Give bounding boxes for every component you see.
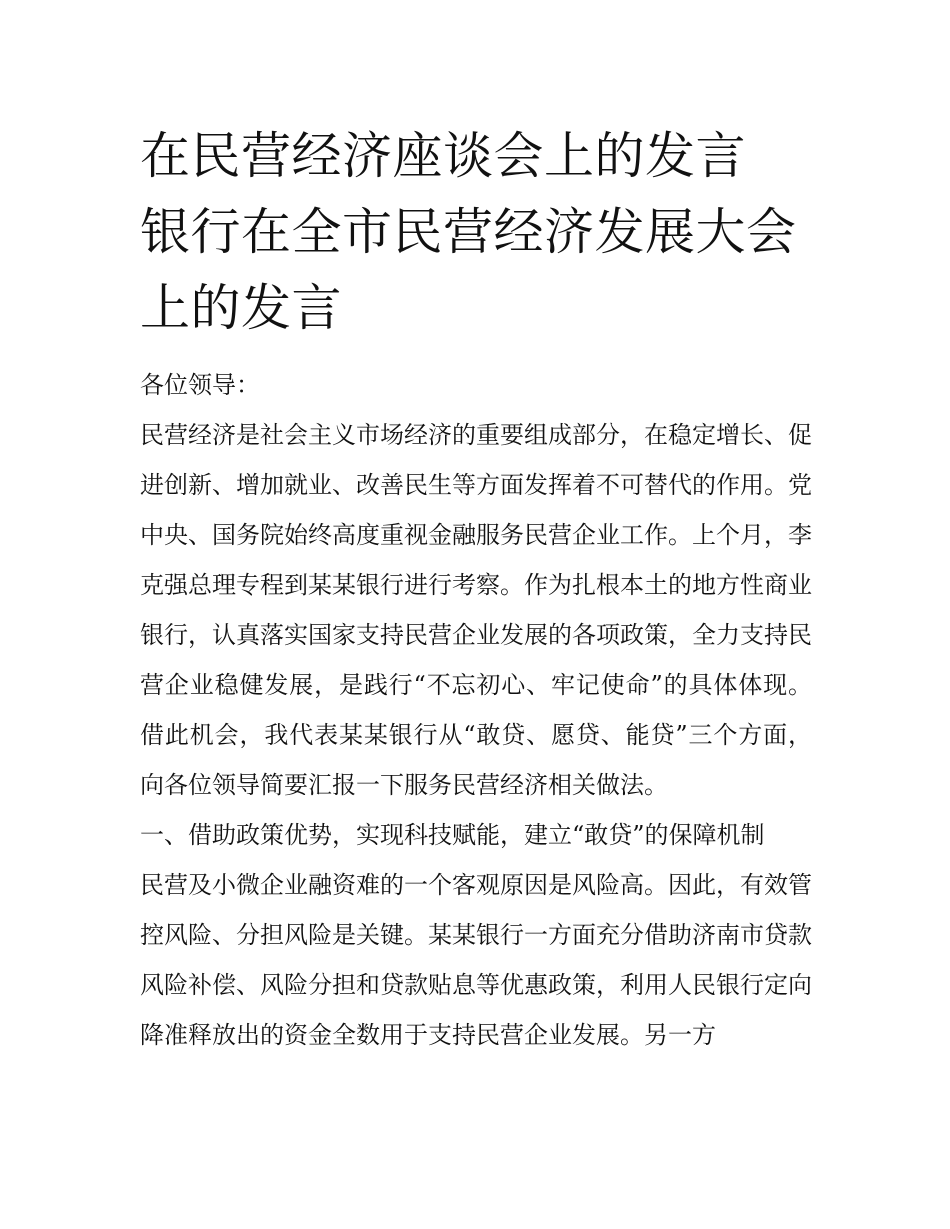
section-1-heading: 一、借助政策优势，实现科技赋能，建立“敢贷”的保障机制 [140, 821, 765, 849]
document-title: 在民营经济座谈会上的发言 银行在全市民营经济发展大会上的发言 [140, 127, 797, 337]
salutation: 各位领导： [140, 371, 260, 399]
intro-paragraph: 民营经济是社会主义市场经济的重要组成部分，在稳定增长、促进创新、增加就业、改善民生等方面发挥着不可替代的作用。党中央、国务院始终高度重视金融服务民营企业工作。上个月，李克强总理专程到某某银行进行考察。作为扎根本土的地方性商业银行，认真落实国家支持民营企业发展的各项政策，全力支持民营企业稳健发展，是践行“不忘初心、牢记使命”的具体体现。借此机会，我代表某某银行从“敢贷、愿贷、能贷”三个方面，向各位领导简要汇报一下服务民营经济相关做法。 [140, 421, 812, 799]
section-1-paragraph: 民营及小微企业融资难的一个客观原因是风险高。因此，有效管控风险、分担风险是关键。某某银行一方面充分借助济南市贷款风险补偿、风险分担和贷款贴息等优惠政策，利用人民银行定向降准释放出的资金全数用于支持民营企业发展。另一方 [140, 871, 812, 1049]
document-page [140, 118, 812, 1060]
